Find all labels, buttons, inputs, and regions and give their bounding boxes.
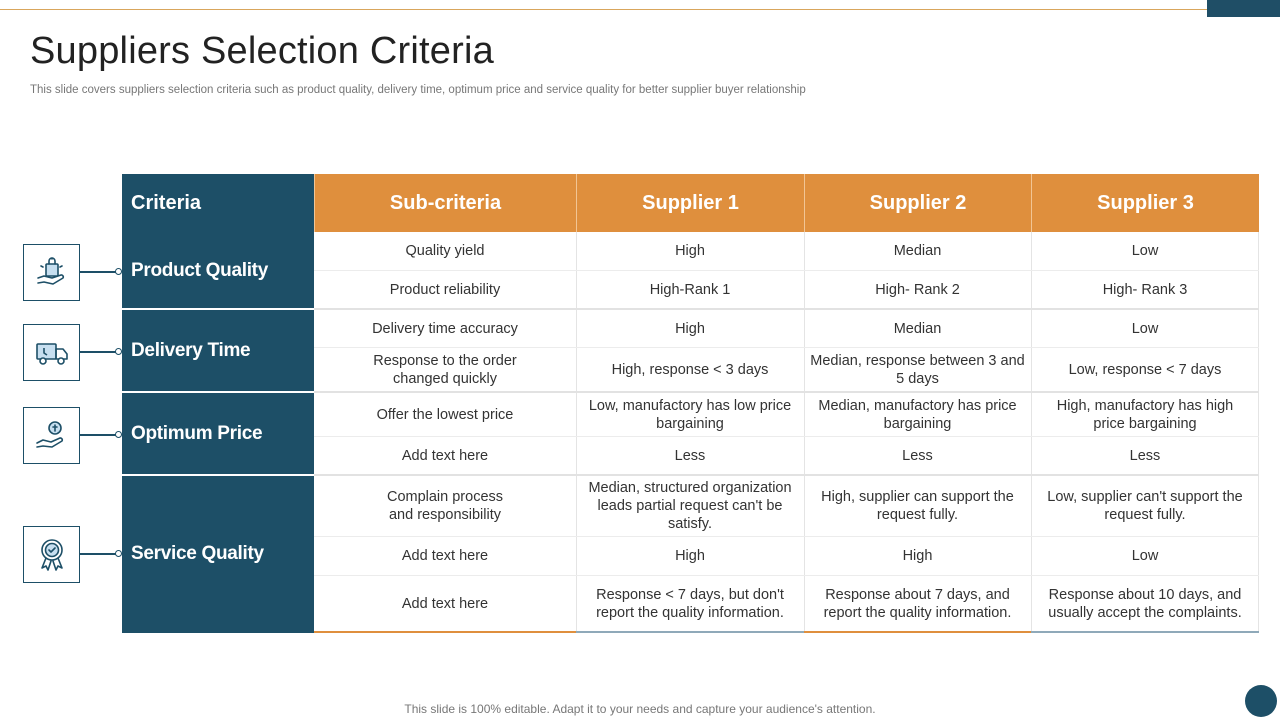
table-cell: Low, manufactory has low price bargaining	[588, 397, 792, 432]
category-delivery-time: Delivery Time	[122, 309, 314, 392]
category-divider	[122, 391, 314, 393]
category-optimum-price: Optimum Price	[122, 392, 314, 475]
table-cell: Median, response between 3 and 5 days	[810, 352, 1025, 387]
table-cell: Median, manufactory has price bargaining	[818, 397, 1017, 432]
table-cell: Response about 10 days, and usually accept the complaints.	[1048, 586, 1242, 621]
criteria-table	[122, 174, 1259, 633]
footer-note: This slide is 100% editable. Adapt it to your needs and capture your audience's attention.	[404, 702, 876, 716]
category-product-quality: Product Quality	[122, 232, 314, 309]
table-cell: High, manufactory has high price bargaining	[1056, 397, 1234, 432]
table-cell: Low	[1131, 548, 1159, 564]
connector-line	[80, 553, 120, 555]
connector-dot	[115, 431, 122, 438]
table-cell: Add text here	[401, 595, 489, 612]
table-cell: Median, structured organization leads partial request can't be satisfy.	[588, 480, 792, 532]
connector-dot	[115, 550, 122, 557]
table-cell: Less	[902, 447, 933, 464]
table-cell: Low	[1131, 320, 1159, 337]
table-cell: Add text here	[401, 447, 489, 464]
table-cell: Offer the lowest price	[376, 406, 514, 423]
page-title: Suppliers Selection Criteria	[30, 30, 494, 72]
table-cell: Quality yield	[405, 243, 485, 259]
table-cell: Less	[1129, 447, 1161, 464]
table-cell: Less	[674, 447, 706, 464]
table-cell: Median	[893, 320, 942, 337]
header-supplier-3: Supplier 3	[1031, 174, 1259, 232]
top-accent-block	[1207, 0, 1280, 17]
header-criteria: Criteria	[122, 174, 314, 232]
table-cell: Response to the order changed quickly	[373, 352, 517, 387]
category-divider	[122, 308, 314, 310]
table-cell: Response about 7 days, and report the quality information.	[823, 586, 1012, 621]
bottom-accent	[1031, 631, 1259, 633]
table-cell: Low, supplier can't support the request fully.	[1047, 489, 1243, 523]
corner-decoration	[1245, 685, 1277, 717]
table-cell: Product reliability	[389, 281, 501, 298]
connector-dot	[115, 268, 122, 275]
table-cell: High	[902, 548, 933, 564]
bottom-accent	[804, 631, 1031, 633]
delivery-truck-icon	[23, 324, 80, 381]
table-cell: Low, response < 7 days	[1068, 361, 1222, 378]
bottom-accent	[314, 631, 576, 633]
connector-line	[80, 271, 120, 273]
bottom-accent	[576, 631, 804, 633]
table-cell: Complain process and responsibility	[386, 489, 504, 523]
connector-line	[80, 351, 120, 353]
table-cell: High	[675, 320, 705, 337]
table-cell: Median	[893, 243, 942, 259]
top-accent-line	[0, 9, 1207, 10]
connector-line	[80, 434, 120, 436]
table-cell: High	[675, 548, 705, 564]
category-divider	[122, 474, 314, 476]
table-cell: High	[675, 243, 705, 259]
table-cell: Add text here	[401, 548, 489, 564]
table-cell: High-Rank 1	[649, 281, 731, 298]
hand-coin-icon	[23, 407, 80, 464]
table-cell: High- Rank 2	[875, 281, 960, 298]
quality-badge-icon	[23, 526, 80, 583]
table-cell: High- Rank 3	[1102, 281, 1188, 298]
table-cell: High, supplier can support the request fully.	[821, 489, 1014, 523]
page-subtitle: This slide covers suppliers selection criteria such as product quality, delivery time, optimum price and service quality for better supplier buyer relationship	[30, 84, 806, 96]
header-supplier-1: Supplier 1	[576, 174, 804, 232]
header-sub-criteria: Sub-criteria	[314, 174, 576, 232]
table-cell: Low	[1131, 243, 1159, 259]
table-cell: High, response < 3 days	[611, 361, 769, 378]
table-cell: Delivery time accuracy	[372, 320, 518, 337]
hand-bag-icon	[23, 244, 80, 301]
table-cell: Response < 7 days, but don't report the quality information.	[596, 586, 784, 621]
connector-dot	[115, 348, 122, 355]
category-service-quality: Service Quality	[122, 475, 314, 633]
header-supplier-2: Supplier 2	[804, 174, 1031, 232]
